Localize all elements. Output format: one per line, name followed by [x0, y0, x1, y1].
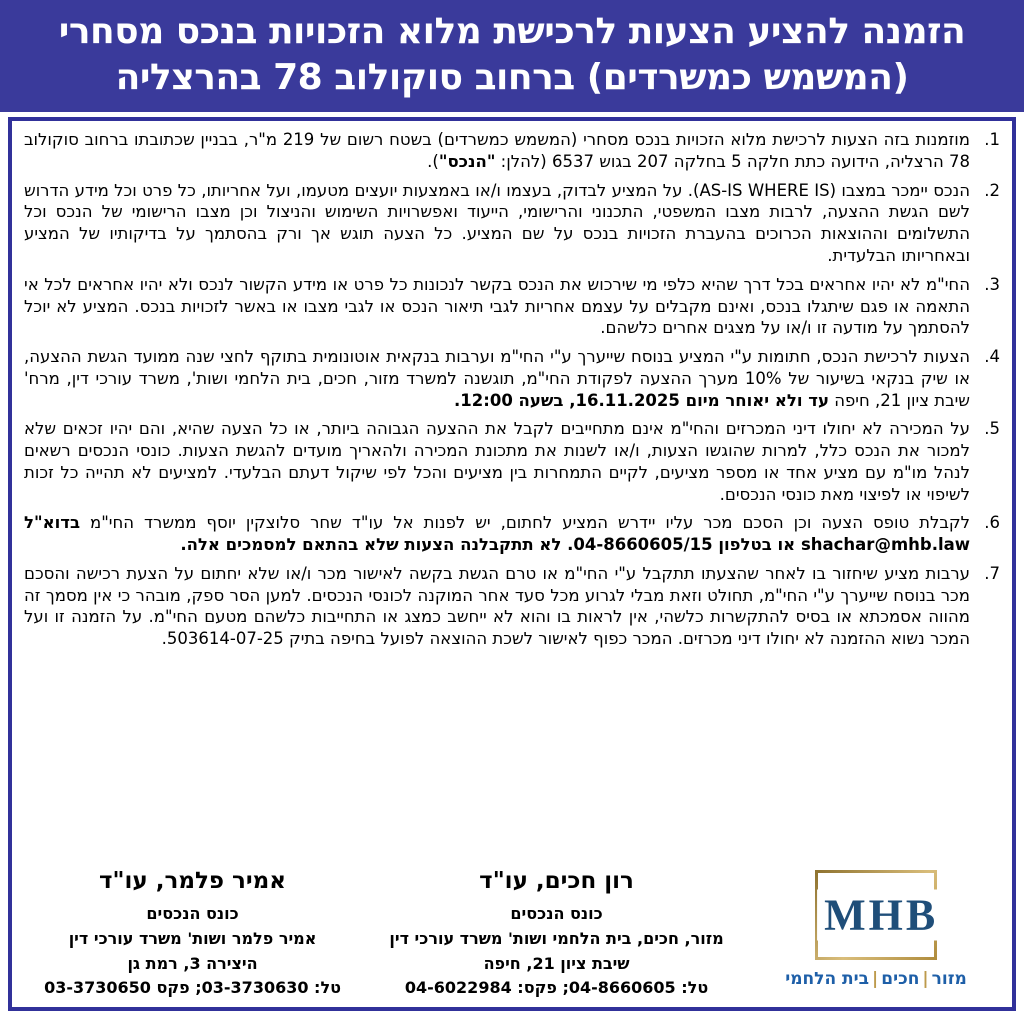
- receiver-address: שיבת ציון 21, חיפה: [483, 953, 630, 973]
- paragraph-item: [24, 418, 1000, 505]
- receiver-name: רון חכים, עו"ד: [479, 867, 634, 894]
- receiver-amir-palmer: [28, 868, 357, 1001]
- paragraph-item: [24, 274, 1000, 339]
- receiver-role: כונס הנכסים: [510, 903, 603, 923]
- paragraph-text: הצעות לרכישת הנכס, חתומות ע"י המציע בנוסח שייערך ע"י החי"מ וערבות בנקאית אוטונומית בתוקף לחצי שנה ממועד הגשת ההצעה, או שיק בנקאי בשיעור של 10% מערך ההצעה לפקודת החי"מ, תוגשנה למשרד מזור, חכים, בית הלחמי ושות', משרד עורכי דין, מרח' שיבת ציון 21, חיפה עד ולא יאוחר מיום 16.11.2025, בשעה 12:00.: [24, 347, 970, 410]
- paragraph-item: [24, 346, 1000, 411]
- paragraph-text: לקבלת טופס הצעה וכן הסכם מכר עליו יידרש המציע לחתום, יש לפנות אל עו"ד שחר סלוצקין יוסף ממשרד החי"מ בדוא"ל shachar@mhb.law או בטלפון 04-8660605/15. לא תתקבלנה הצעות שלא בהתאם למסמכים אלה.: [24, 513, 970, 555]
- paragraph-item: [24, 563, 1000, 650]
- receiver-phone: טל: 04-8660605; פקס: 04-6022984: [404, 978, 709, 998]
- mhb-logo-text: MHB: [817, 889, 945, 940]
- receiver-name: אמיר פלמר, עו"ד: [99, 867, 287, 894]
- paragraph-list: [24, 129, 1000, 862]
- contacts-row: [24, 862, 1000, 1001]
- paragraph-text: הנכס יימכר במצבו (AS-IS WHERE IS). על המציע לבדוק, בעצמו ו/או באמצעות יועצים מטעמו, ועל אחריותו, כל פרט וכל מידע הדרוש לשם הגשת ההצעה, לרבות מצבו המשפטי, התכנוני והרישומי, הייעוד ואפשרויות השימוש והניצול וכן מצבו הרישומי של הנכס וכל התשלומים וההוצאות הכרוכים בהעברת הזכויות בנכס על שם המציע. כל הצעה תוגש אך ורק בהסתמך על בדיקותיו של המציע ובאחריותו הבלעדית.: [24, 180, 971, 265]
- paragraph-number: 6.: [984, 513, 1000, 533]
- receiver-address: היצירה 3, רמת גן: [127, 953, 258, 973]
- paragraph-text: ערבות מציע שיחזור בו לאחר שהצעתו תתקבל ע"י החי"מ או טרם הגשת בקשה לאישור מכר ו/או שלא יחתום על הצעת רכישה והסכם מכר בנוסח שייערך ע"י החי"מ, תחולט וזאת מבלי לגרוע מכל סעד אחר המוקנה לכונסי הנכסים. למען הסר ספק, מובהר כי אין מסמך זה מהווה אסמכתא או בסיס להתקשרות כלשהי, אין לראות בו והוא לא ייחשב כמצג או התחייבות כלשהם מטעם החי"מ. על הזמנה זו ועל המכר נשוא ההזמנה לא יחולו דיני מכרזים. המכר כפוף לאישור לשכת ההוצאה לפועל בחיפה בתיק 503614-07-25.: [24, 563, 970, 649]
- tagline-separator: |: [922, 968, 929, 989]
- paragraph-number: 5.: [984, 419, 1000, 439]
- receiver-phone: טל: 03-3730630; פקס 03-3730650: [44, 978, 341, 998]
- mhb-logo: [756, 868, 996, 989]
- receiver-role: כונס הנכסים: [146, 903, 239, 923]
- paragraph-item: [24, 129, 1000, 173]
- receiver-firm: מזור, חכים, בית הלחמי ושות' משרד עורכי דין: [389, 928, 724, 948]
- mhb-logo-tagline: [785, 969, 967, 989]
- paragraph-number: 4.: [984, 347, 1000, 367]
- paragraph-text: על המכירה לא יחולו דיני המכרזים והחי"מ אינם מתחייבים לקבל את ההצעה הגבוהה ביותר, או כל הצעה שהיא, והם יהיו זכאים שלא למכור את הנכס כלל, למרות שהוגשו הצעות, ו/או לשנות את מתכונת המכירה ולהאריך מועדים להגשת הצעות. כונסי הנכסים רשאים לנהל מו"מ עם מציע אחד או מספר מציעים, לקיים התמחרות בין מציעים והכל לפי שיקול דעתם הבלעדי. למציעים לא תהייה כל זכות לשיפוי או לפיצוי מאת כונסי הנכסים.: [24, 419, 970, 504]
- paragraph-number: 3.: [984, 274, 1000, 294]
- paragraph-number: 2.: [984, 180, 1000, 200]
- paragraph-item: [24, 180, 1000, 267]
- paragraph-text: מוזמנות בזה הצעות לרכישת מלוא הזכויות בנכס מסחרי (המשמש כמשרדים) בשטח רשום של 219 מ"ר, בבניין שכתובתו ברחוב סוקולוב 78 הרצליה, הידועה כתת חלקה 5 בחלקה 207 בגוש 6537 (להלן: "הנכס").: [24, 130, 970, 171]
- paragraph-item: [24, 512, 1000, 556]
- notice-body-box: [8, 117, 1016, 1011]
- tagline-separator: |: [872, 968, 879, 989]
- receiver-firm: אמיר פלמר ושות' משרד עורכי דין: [68, 928, 317, 948]
- tagline-part: מזור: [931, 968, 967, 989]
- notice-title-line2: (המשמש כמשרדים) ברחוב סוקולוב 78 בהרצליה: [115, 57, 909, 99]
- notice-banner: [0, 0, 1024, 112]
- paragraph-number: 7.: [984, 563, 1000, 583]
- paragraph-number: 1.: [984, 130, 1000, 150]
- receiver-ron-hakim: [357, 868, 756, 1001]
- tagline-part: חכים: [881, 968, 920, 989]
- mhb-logo-frame-icon: [815, 870, 937, 960]
- tagline-part: בית הלחמי: [785, 968, 870, 989]
- paragraph-text: החי"מ לא יהיו אחראים בכל דרך שהיא כלפי מי שירכוש את הנכס בקשר לנכונות כל פרט או מידע הקשור לנכס ולא יהיו אחראים לכל אי התאמה או פגם שיתגלו בנכס, ואינם מקבלים על עצמם אחריות לגבי תיאור הנכס או לגבי מצבו או באשר לזכויות בנכס. המציע לא יוכל להסתמך על מודעה זו ו/או על מצגים אחרים כלשהם.: [24, 274, 970, 338]
- notice-title-line1: הזמנה להציע הצעות לרכישת מלוא הזכויות בנכס מסחרי: [58, 11, 966, 52]
